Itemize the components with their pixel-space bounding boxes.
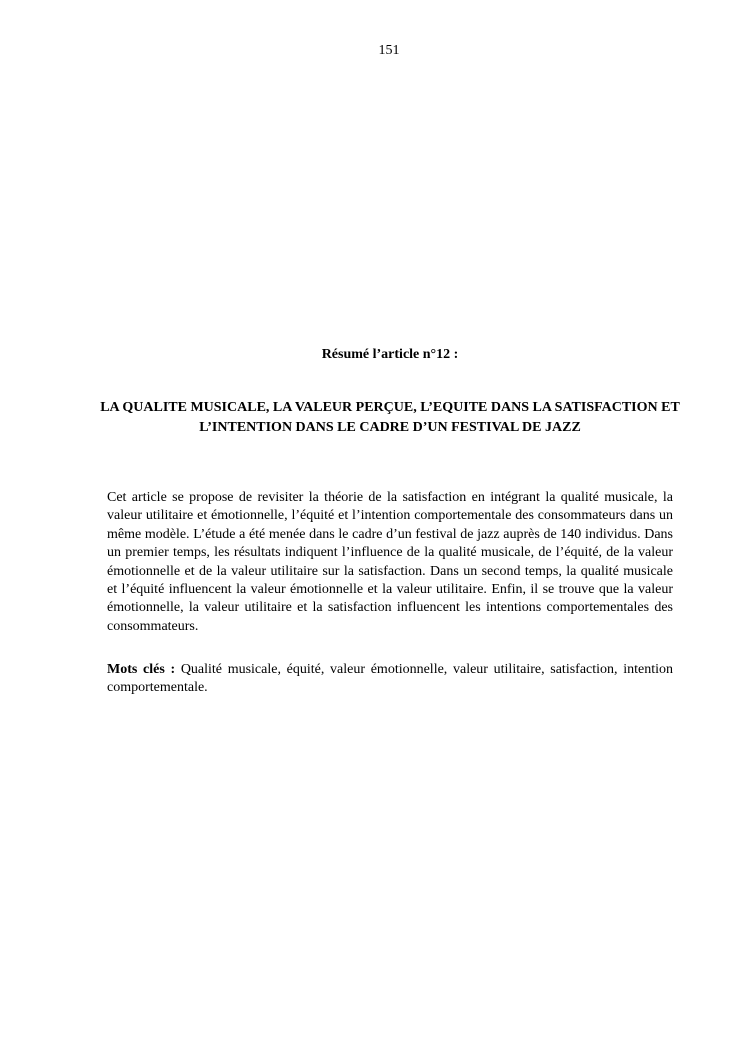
page-number: 151 bbox=[378, 43, 400, 58]
keywords-label: Mots clés : bbox=[107, 662, 176, 677]
abstract-paragraph: Cet article se propose de revisiter la théorie de la satisfaction en intégrant la qualité musicale, la valeur utilitaire et émotionnelle, l’équité et l’intention comportementale des consommateurs dans un même modèle. L’étude a été menée dans le cadre d’un festival de jazz auprès de 140 individus. Dans un premier temps, les résultats indiquent l’influence de la qualité musicale, de l’équité, de la valeur émotionnelle et de la valeur utilitaire sur la satisfaction. Dans un second temps, la qualité musicale et l’équité influencent la valeur émotionnelle et la valeur utilitaire. Enfin, il se trouve que la valeur émotionnelle, la valeur utilitaire et la satisfaction influencent les intentions comportementales des consommateurs. bbox=[107, 490, 673, 634]
keywords-paragraph bbox=[107, 661, 673, 698]
summary-heading: Résumé l’article n°12 : bbox=[321, 347, 459, 362]
article-title: LA QUALITE MUSICALE, LA VALEUR PERÇUE, L’EQUITE DANS LA SATISFACTION ET L’INTENTION DANS LE CADRE D’UN FESTIVAL DE JAZZ bbox=[100, 400, 680, 435]
keywords-text: Qualité musicale, équité, valeur émotionnelle, valeur utilitaire, satisfaction, intention comportementale. bbox=[107, 662, 673, 696]
